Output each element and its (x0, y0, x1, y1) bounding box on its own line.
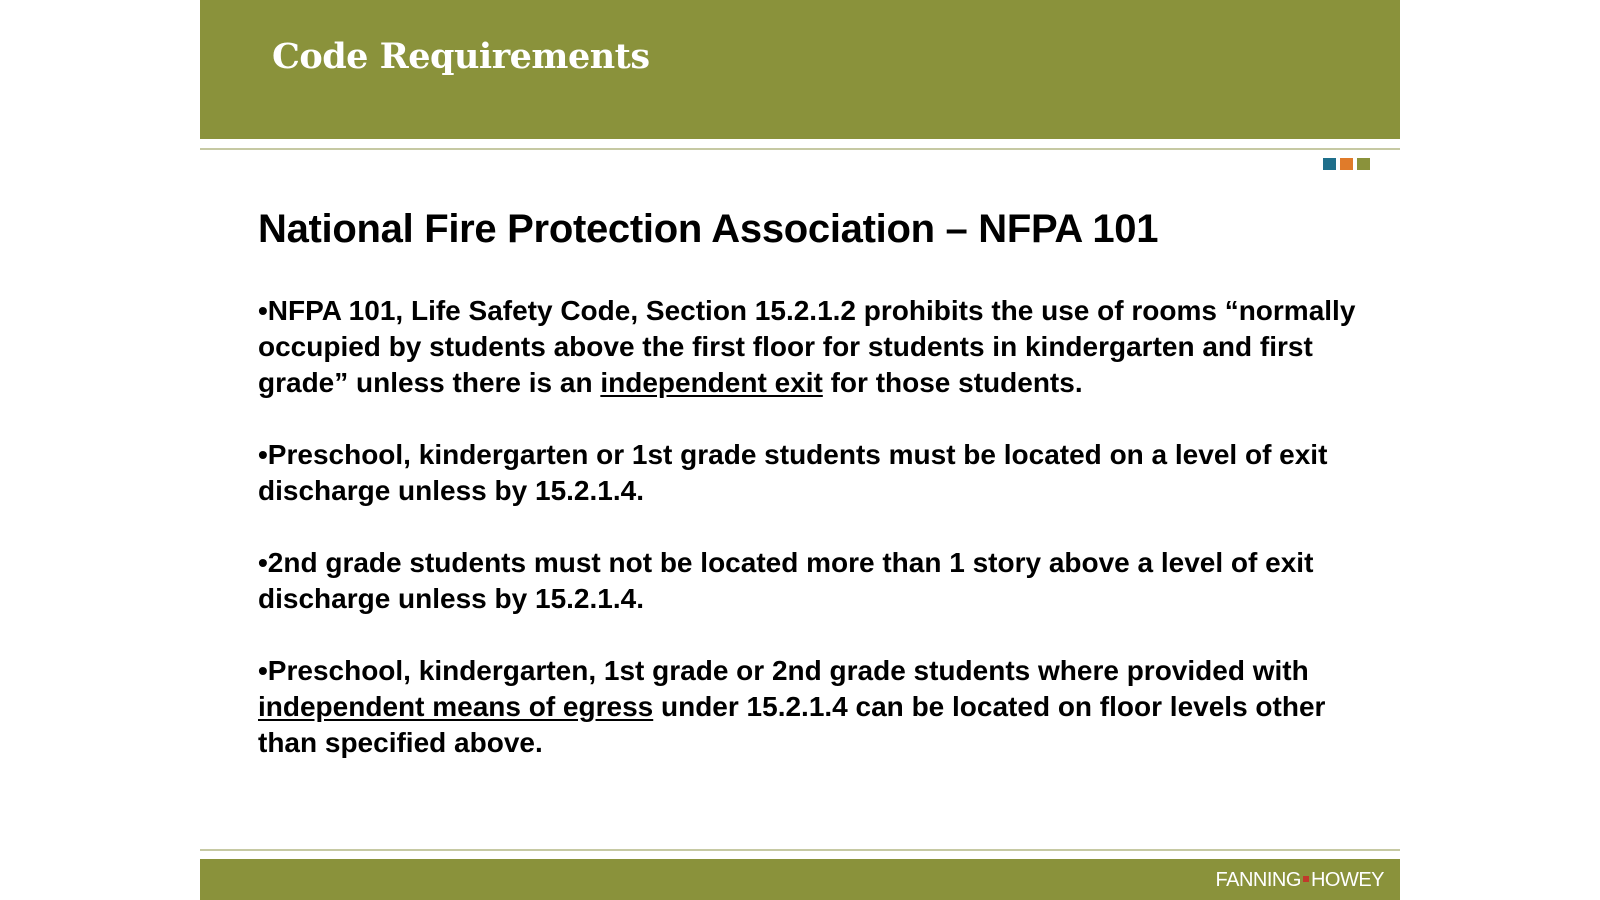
accent-squares (1323, 158, 1370, 170)
underlined-term: independent exit (600, 367, 823, 398)
slide-title: Code Requirements (272, 36, 650, 77)
accent-square-blue (1323, 158, 1336, 170)
bullet-item (258, 653, 1358, 761)
company-logo (1216, 869, 1384, 892)
footer-band (200, 859, 1400, 900)
bullet-text: •NFPA 101, Life Safety Code, Section 15.2.1.2 prohibits the use of rooms “normally occupied by students above the first floor for students in kindergarten and first grade” unless there is an (258, 295, 1356, 398)
accent-square-olive (1357, 158, 1370, 170)
logo-text-right: HOWEY (1310, 869, 1384, 891)
accent-square-orange (1340, 158, 1353, 170)
underlined-term: independent means of egress (258, 691, 654, 722)
slide (200, 0, 1400, 900)
bullet-text: •Preschool, kindergarten, 1st grade or 2nd grade students where provided with (258, 655, 1309, 686)
header-divider (200, 148, 1400, 150)
bullet-item: •Preschool, kindergarten or 1st grade students must be located on a level of exit discharge unless by 15.2.1.4. (258, 439, 1328, 506)
section-heading: National Fire Protection Association – NFPA 101 (258, 207, 1159, 251)
footer-divider (200, 849, 1400, 851)
slide-content (258, 207, 1358, 797)
logo-dot-icon (1303, 876, 1309, 882)
header-band (200, 0, 1400, 139)
bullet-item: •2nd grade students must not be located more than 1 story above a level of exit discharge unless by 15.2.1.4. (258, 547, 1314, 614)
bullet-text: under 15.2.1.4 can be located on floor levels other than specified above. (258, 691, 1326, 758)
bullet-text: for those students. (822, 367, 1083, 398)
logo-text-left: FANNING (1215, 869, 1301, 891)
bullet-item (258, 293, 1358, 401)
